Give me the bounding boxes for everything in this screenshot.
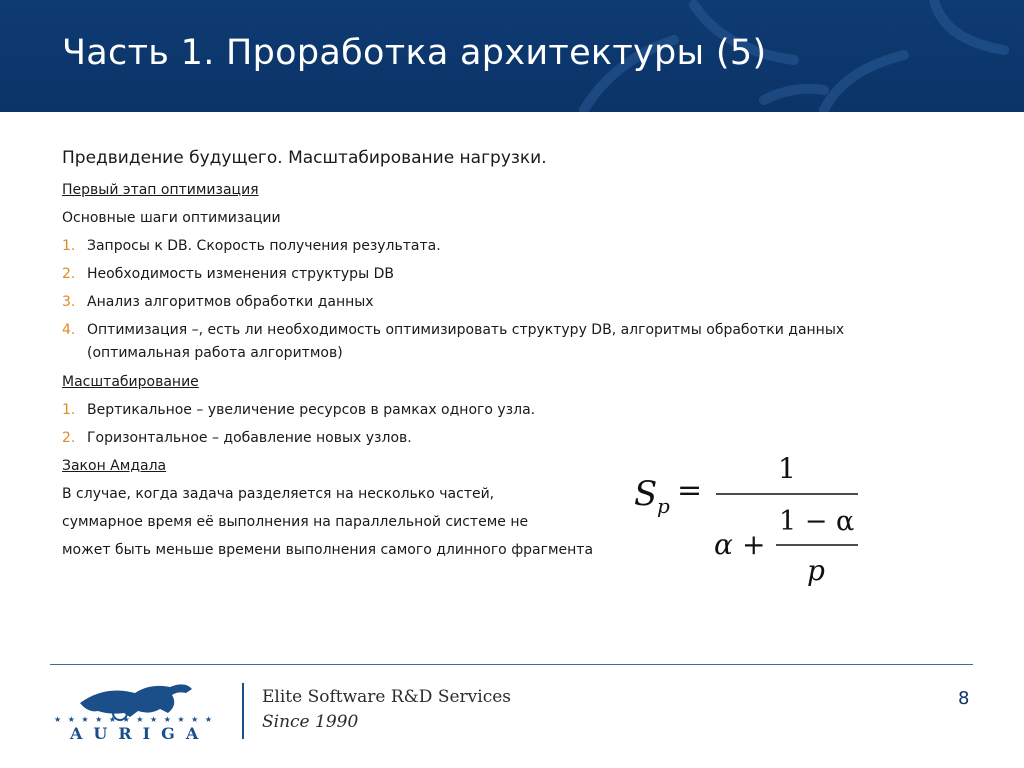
step-item xyxy=(62,294,374,310)
amdahl-text-line: может быть меньше времени выполнения самого длинного фрагмента xyxy=(62,542,594,558)
step-number: 3. xyxy=(62,294,76,310)
scaling-text: Горизонтальное – добавление новых узлов. xyxy=(87,430,412,446)
step-number: 2. xyxy=(62,266,76,282)
step-item xyxy=(62,322,844,338)
step-text: Запросы к DB. Скорость получения результата. xyxy=(87,238,441,254)
formula-plus: + xyxy=(742,528,766,561)
formula-inner-numerator: 1 − α xyxy=(779,506,855,537)
page-number: 8 xyxy=(958,688,970,709)
section-heading-optimization: Первый этап оптимизация xyxy=(62,182,259,198)
title-bar xyxy=(0,0,1024,112)
scaling-item xyxy=(62,402,535,418)
scaling-number: 2. xyxy=(62,430,76,446)
step-text: Необходимость изменения структуры DB xyxy=(87,266,394,282)
footer-separator xyxy=(242,683,244,739)
step-number: 1. xyxy=(62,238,76,254)
formula-inner-denominator: p xyxy=(807,554,825,587)
slide-subtitle: Предвидение будущего. Масштабирование нагрузки. xyxy=(62,148,547,168)
stars-decoration: ★ ★ ★ ★ ★ ★ ★ ★ ★ ★ ★ ★ xyxy=(54,715,215,724)
company-tagline: Elite Software R&D Services xyxy=(262,687,512,707)
formula-lhs: S xyxy=(634,474,658,514)
step-item xyxy=(62,238,441,254)
company-since: Since 1990 xyxy=(262,712,359,732)
step-text: Анализ алгоритмов обработки данных xyxy=(87,294,374,310)
formula-alpha: α xyxy=(714,528,733,561)
step-item xyxy=(62,266,394,282)
section-heading-scaling: Масштабирование xyxy=(62,374,199,390)
scaling-item xyxy=(62,430,412,446)
section-heading-amdahl: Закон Амдала xyxy=(62,458,167,474)
steps-heading: Основные шаги оптимизации xyxy=(62,210,281,226)
slide-title: Часть 1. Проработка архитектуры (5) xyxy=(62,33,767,73)
amdahl-text-line: В случае, когда задача разделяется на несколько частей, xyxy=(62,486,495,502)
formula-numerator: 1 xyxy=(778,452,796,485)
amdahl-text-line: суммарное время её выполнения на параллельной системе не xyxy=(62,514,529,530)
step-continuation: (оптимальная работа алгоритмов) xyxy=(87,345,343,361)
scaling-number: 1. xyxy=(62,402,76,418)
logo-wordmark: AURIGA xyxy=(70,724,210,743)
formula-subscript: p xyxy=(657,494,670,518)
step-text: Оптимизация –, есть ли необходимость оптимизировать структуру DB, алгоритмы обработки данных xyxy=(87,322,845,338)
auriga-logo xyxy=(50,675,230,745)
scaling-text: Вертикальное – увеличение ресурсов в рамках одного узла. xyxy=(87,402,536,418)
formula-equals: = xyxy=(677,473,703,508)
footer-divider xyxy=(50,664,973,665)
amdahl-formula xyxy=(630,450,870,590)
step-number: 4. xyxy=(62,322,76,338)
